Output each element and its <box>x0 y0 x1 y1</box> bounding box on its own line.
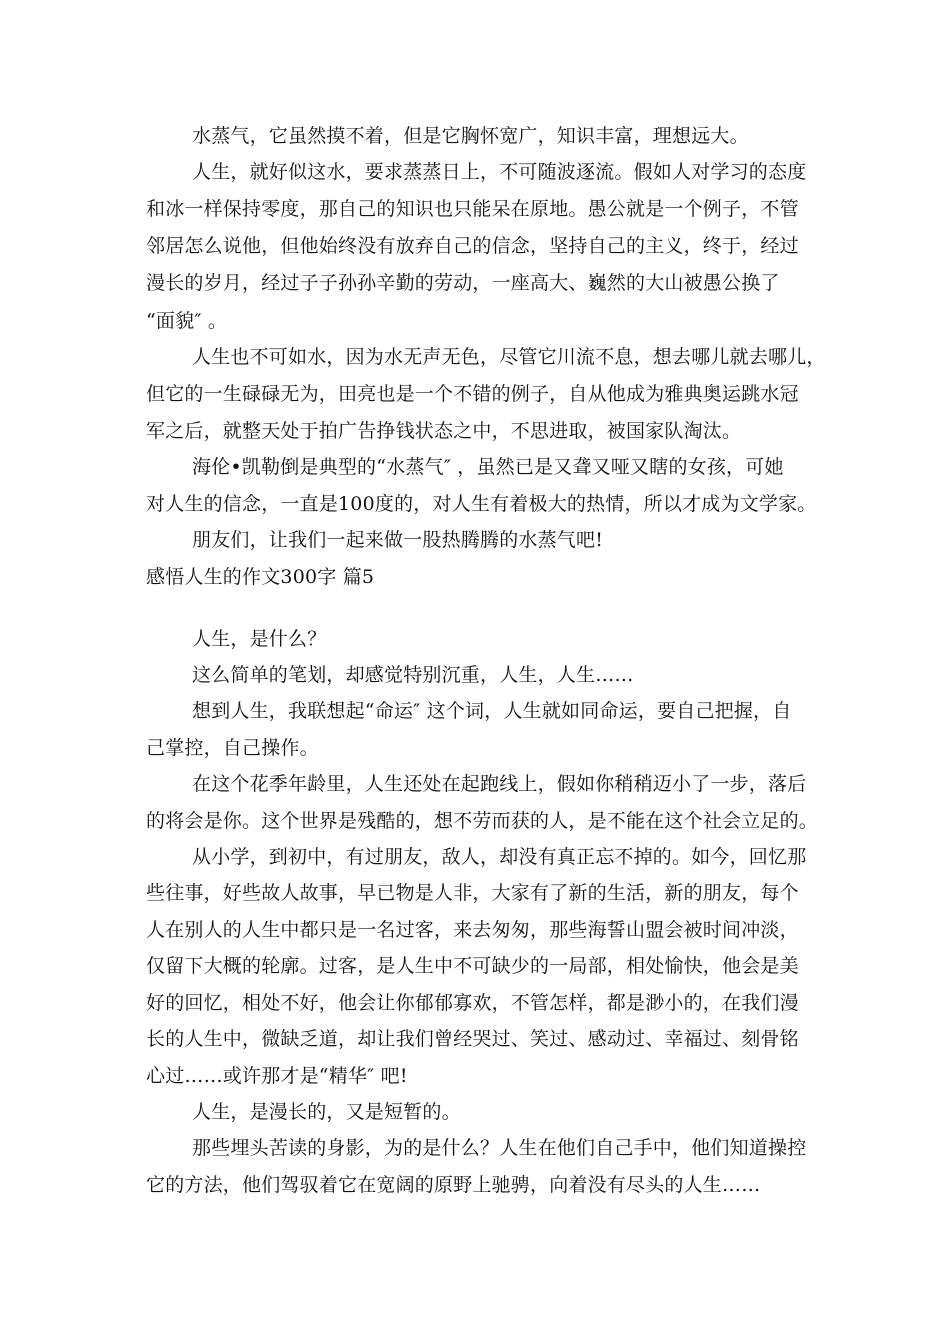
text-line: 和冰一样保持零度，那自己的知识也只能呆在原地。愚公就是一个例子，不管 <box>146 198 799 220</box>
text-line: 人生，就好似这水，要求蒸蒸日上，不可随波逐流。假如人对学习的态度 <box>192 161 807 183</box>
text-line: 这么简单的笔划，却感觉特别沉重，人生，人生…… <box>192 664 634 686</box>
text-line: “面貌″ 。 <box>146 310 228 332</box>
text-line: 的将会是你。这个世界是残酷的，想不劳而获的人，是不能在这个社会立足的。 <box>146 810 819 832</box>
text-line: 人生，是什么？ <box>192 628 327 650</box>
text-line: 人生，是漫长的，又是短暂的。 <box>192 1101 461 1123</box>
text-line: 军之后，就整天处于拍广告挣钱状态之中，不思进取，被国家队淘汰。 <box>146 420 742 442</box>
text-line: 在这个花季年龄里，人生还处在起跑线上，假如你稍稍迈小了一步，落后 <box>192 773 807 795</box>
text-line: 人生也不可如水，因为水无声无色，尽管它川流不息，想去哪儿就去哪儿， <box>192 346 826 368</box>
text-line: 邻居怎么说他，但他始终没有放弃自己的信念，坚持自己的主义，终于，经过 <box>146 235 799 257</box>
text-line: 漫长的岁月，经过子子孙孙辛勤的劳动，一座高大、巍然的大山被愚公换了 <box>146 272 780 294</box>
section-heading: 感悟人生的作文300字 篇5 <box>146 566 375 588</box>
text-line: 己掌控，自己操作。 <box>146 737 319 759</box>
text-line: 人在别人的人生中都只是一名过客，来去匆匆，那些海誓山盟会被时间冲淡， <box>146 919 799 941</box>
text-line: 想到人生，我联想起“命运″ 这个词，人生就如同命运，要自己把握，自 <box>192 700 792 722</box>
text-line: 些往事，好些故人故事，早已物是人非，大家有了新的生活，新的朋友，每个 <box>146 882 799 904</box>
text-line: 水蒸气，它虽然摸不着，但是它胸怀宽广，知识丰富，理想远大。 <box>192 125 749 147</box>
text-line: 心过……或许那才是“精华″ 吧! <box>146 1065 408 1087</box>
text-line: 从小学，到初中，有过朋友，敌人，却没有真正忘不掉的。如今，回忆那 <box>192 846 807 868</box>
text-line: 那些埋头苦读的身影，为的是什么？人生在他们自己手中，他们知道操控 <box>192 1137 807 1159</box>
text-line: 但它的一生碌碌无为，田亮也是一个不错的例子，自从他成为雅典奥运跳水冠 <box>146 383 799 405</box>
text-line: 对人生的信念，一直是100度的，对人生有着极大的热情，所以才成为文学家。 <box>146 493 817 515</box>
text-line: 好的回忆，相处不好，他会让你郁郁寡欢，不管怎样，都是渺小的，在我们漫 <box>146 992 799 1014</box>
text-line: 长的人生中，微缺乏道，却让我们曾经哭过、笑过、感动过、幸福过、刻骨铭 <box>146 1028 799 1050</box>
text-line: 它的方法，他们驾驭着它在宽阔的原野上驰骋，向着没有尽头的人生…… <box>146 1174 761 1196</box>
text-line: 海伦•凯勒倒是典型的“水蒸气″ ，虽然已是又聋又哑又瞎的女孩，可她 <box>192 456 784 478</box>
text-line: 仅留下大概的轮廓。过客，是人生中不可缺少的一局部，相处愉快，他会是美 <box>146 955 799 977</box>
text-line: 朋友们，让我们一起来做一股热腾腾的水蒸气吧! <box>192 529 604 551</box>
